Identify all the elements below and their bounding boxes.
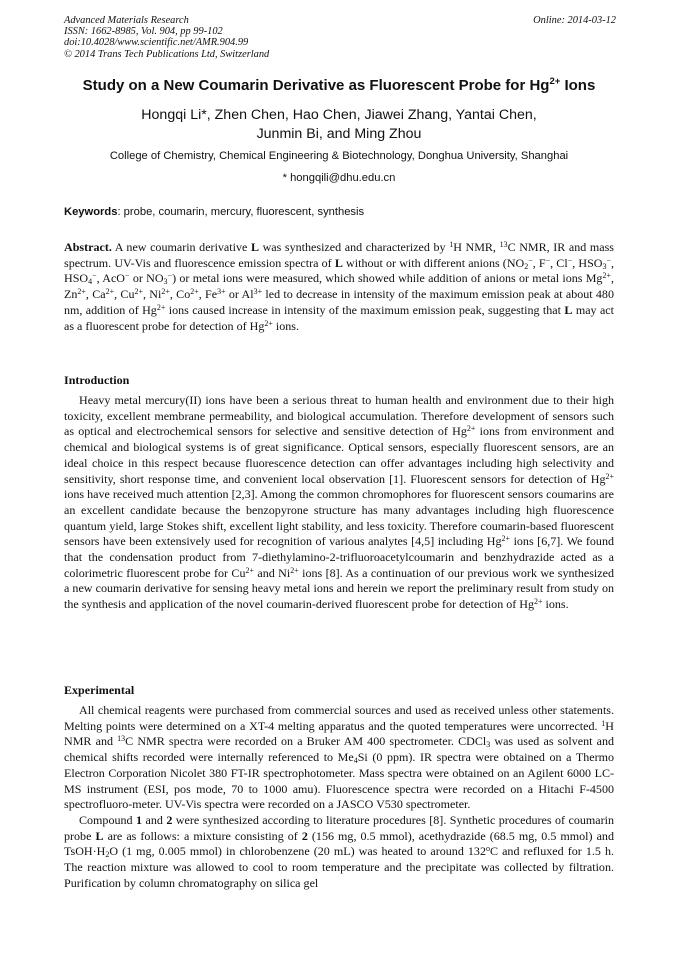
experimental-heading: Experimental (64, 683, 135, 697)
journal-name: Advanced Materials Research (64, 15, 189, 26)
online-date: Online: 2014-03-12 (533, 15, 616, 26)
experimental-section (64, 703, 614, 891)
author-list (0, 106, 678, 144)
title-superscript: 2+ (549, 76, 561, 87)
affiliation: College of Chemistry, Chemical Engineering & Biotechnology, Donghua University, Shanghai (109, 150, 569, 162)
doi-line: doi:10.4028/www.scientific.net/AMR.904.99 (64, 37, 249, 49)
abstract-section (64, 240, 614, 334)
issn-line: ISSN: 1662-8985, Vol. 904, pp 99-102 (64, 26, 223, 38)
paper-title (0, 77, 678, 94)
introduction-section (64, 393, 614, 613)
authors-line-1: Hongqi Li*, Zhen Chen, Hao Chen, Jiawei Zhang, Yantai Chen, (141, 107, 537, 123)
title-tail: Ions (560, 77, 596, 94)
introduction-paragraph: Heavy metal mercury(II) ions have been a serious threat to human health and environment due to their high toxicity, excellent membrane permeability, and biological accumulation. Therefore development of sensors such as optical and electrochemical sensors for selective and sensitive detection of $Hg^{2+}$ ions from environment and chemical and biological systems is of great significance. Optical sensors, especially fluorescent sensors, are an ideal choice in this respect because fluorescence detection can offer advantages including high selectivity and sensitivity, short response time, and convenient local observation [1]. Fluorescent sensors for detection of $Hg^{2+}$ ions have received much attention [2,3]. Among the common chromophores for fluorescent sensors coumarins are an excellent candidate because the benzopyrone structure has many advantages including high fluorescence quantum yield, large Stokes shift, excellent light stability, and less toxicity. Therefore coumarin-based fluorescent sensors have been extensively used for recognition of various analytes [4,5] including $Hg^{2+}$ ions [6,7]. We found that the condensation product from 7-diethylamino-2-trifluoroacetylcoumarin and benzhydrazide acted as a colorimetric fluorescent probe for $Cu^{2+}$ and $Ni^{2+}$ ions [8]. As a continuation of our previous work we synthesized a new coumarin derivative for sensing heavy metal ions and herein we report the preliminary result from study on the synthesis and application of the novel coumarin-derived fluorescent probe for detection of $Hg^{2+}$ ions. (64, 393, 615, 612)
abstract-text: A new coumarin derivative L was synthesized and characterized by $^1$H NMR, $^{13}$C NMR, IR and mass spectrum. UV-Vis and fluorescence emission spectra of L without or with different anions ($NO_2^-$, F−, Cl−, $HSO_3^-$, $HSO_4^-$, AcO− or $NO_3^-$) or metal ions were measured, which showed while addition of anions or metal ions $Mg^{2+}$, $Zn^{2+}$, $Ca^{2+}$, $Cu^{2+}$, $Ni^{2+}$, $Co^{2+}$, $Fe^{3+}$ or $Al^{3+}$ led to decrease in intensity of the maximum emission peak at about 480 nm, addition of $Hg^{2+}$ ions caused increase in intensity of the maximum emission peak, suggesting that L may act as a fluorescent probe for detection of $Hg^{2+}$ ions. (64, 240, 615, 333)
introduction-heading: Introduction (64, 373, 130, 387)
title-main: Study on a New Coumarin Derivative as Fluorescent Probe for Hg (82, 77, 550, 94)
authors-line-2: Junmin Bi, and Ming Zhou (256, 126, 422, 142)
abstract-paragraph (64, 240, 614, 334)
keywords (64, 206, 614, 219)
abstract-label: Abstract. (64, 240, 112, 254)
keywords-label: Keywords (64, 206, 118, 218)
keywords-text: : probe, coumarin, mercury, fluorescent, synthesis (117, 206, 365, 218)
copyright-line: © 2014 Trans Tech Publications Ltd, Switzerland (64, 48, 270, 60)
journal-header (64, 15, 616, 60)
experimental-paragraph-1: All chemical reagents were purchased from commercial sources and used as received unless other statements. Melting points were determined on a XT-4 melting apparatus and the quoted temperatures were uncorrected. $^1$H NMR and $^{13}$C NMR spectra were recorded on a Bruker AM 400 spectrometer. CDCl$_3$ was used as solvent and chemical shifts recorded were internally referenced to $Me_4Si$ (0 ppm). IR spectra were obtained on a Thermo Electron Corporation Nicolet 380 FT-IR spectrophotometer. Mass spectra were obtained on an Agilent 6000 LC-MS instrument (ESI, pos mode, 70 to 1000 amu). Fluorescence spectra were recorded on a Hitachi F-4500 spectrofluoro-meter. UV-Vis spectra were recorded on a JASCO V530 spectrometer. (64, 703, 614, 812)
contact-email: * hongqili@dhu.edu.cn (282, 172, 396, 184)
experimental-paragraph-2: Compound 1 and 2 were synthesized according to literature procedures [8]. Synthetic procedures of coumarin probe L are as follows: a mixture consisting of 2 (156 mg, 0.5 mmol), acethydrazide (68.5 mg, 0.5 mmol) and $TsOH\cdot H_2O$ (1 mg, 0.005 mmol) in chlorobenzene (20 mL) was heated to around 132$^o$C and refluxed for 1.5 h. The reaction mixture was allowed to cool to room temperature and the precipitate was collected by filtration. Purification by column chromatography on silica gel (64, 812, 614, 890)
